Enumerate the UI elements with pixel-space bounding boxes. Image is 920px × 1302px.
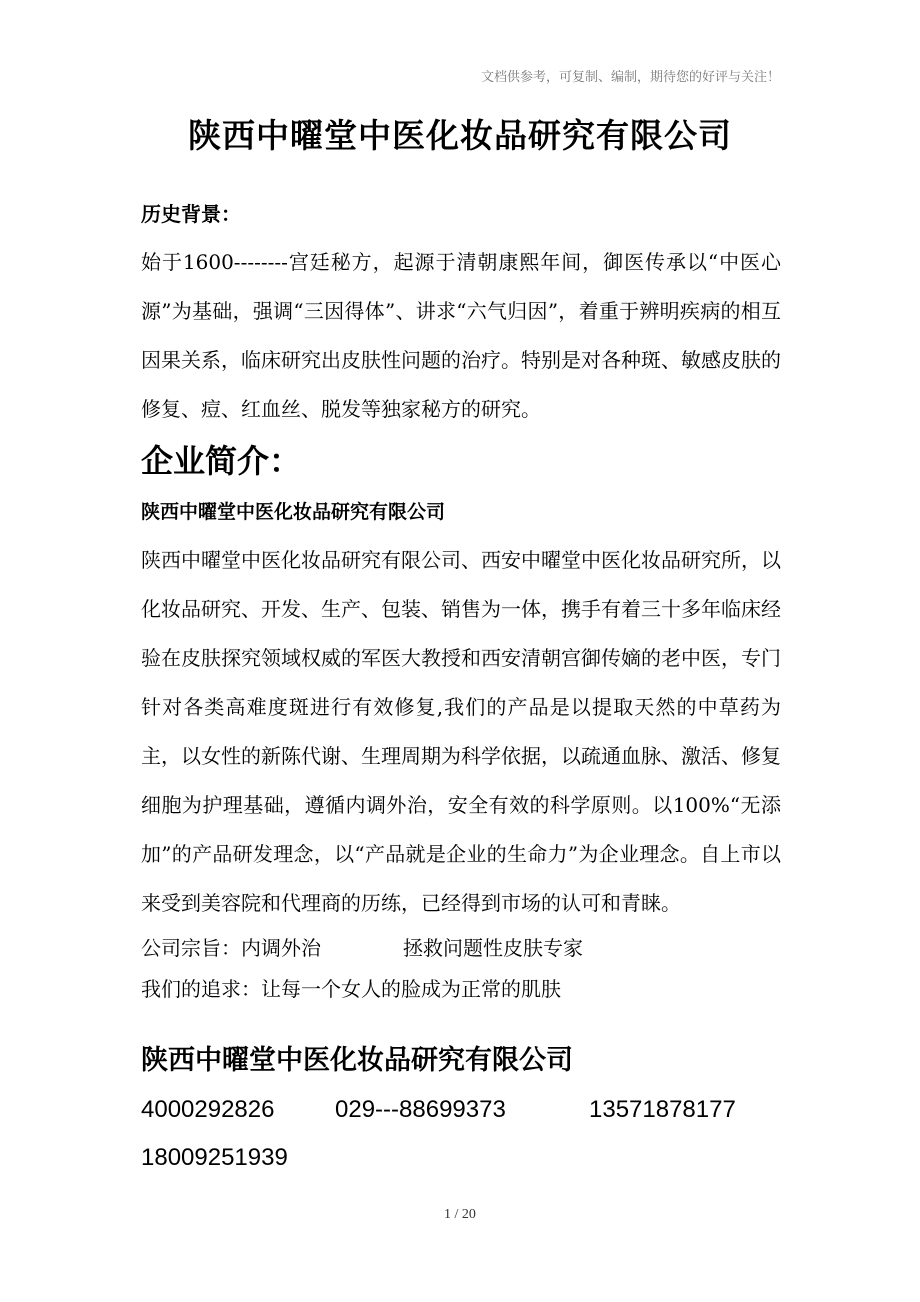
intro-heading: 企业简介： — [141, 442, 302, 480]
history-heading: 历史背景： — [141, 202, 241, 226]
intro-company-name: 陕西中曜堂中医化妆品研究有限公司 — [141, 501, 446, 523]
phone-row — [141, 1134, 781, 1182]
tenet-slogan: 拯救问题性皮肤专家 — [403, 936, 583, 960]
phone-number: 18009251939 — [141, 1144, 288, 1171]
contact-company-name: 陕西中曜堂中医化妆品研究有限公司 — [141, 1045, 573, 1076]
page-number: 1 / 20 — [444, 1207, 476, 1222]
phone-number: 13571878177 — [589, 1096, 736, 1123]
phone-row — [141, 1086, 781, 1134]
document-title: 陕西中曜堂中医化妆品研究有限公司 — [188, 116, 732, 155]
page-header-note: 文档供参考，可复制、编制，期待您的好评与关注！ — [480, 70, 780, 85]
phone-number: 4000292826 — [141, 1096, 275, 1123]
company-pursuit: 我们的追求：让每一个女人的脸成为正常的肌肤 — [141, 977, 561, 1001]
document-body — [141, 190, 781, 1182]
company-tenet — [141, 928, 781, 969]
intro-paragraph: 陕西中曜堂中医化妆品研究有限公司、西安中曜堂中医化妆品研究所，以化妆品研究、开发、生产、包装、销售为一体，携手有着三十多年临床经验在皮肤探究领域权威的军医大教授和西安清朝宫御传嫡的老中医，专门针对各类高难度斑进行有效修复,我们的产品是以提取天然的中草药为主，以女性的新陈代谢、生理周期为科学依据，以疏通血脉、激活、修复细胞为护理基础，遵循内调外治，安全有效的科学原则。以100%“无添加”的产品研发理念，以“产品就是企业的生命力”为企业理念。自上市以来受到美容院和代理商的历练，已经得到市场的认可和青睐。 — [141, 548, 781, 915]
phone-number: 029---88699373 — [335, 1096, 506, 1123]
contact-block — [141, 1036, 781, 1182]
history-paragraph: 始于1600--------宫廷秘方，起源于清朝康熙年间，御医传承以“中医心源”为基础，强调“三因得体”、讲求“六气归因”，着重于辨明疾病的相互因果关系，临床研究出皮肤性问题的治疗。特别是对各种斑、敏感皮肤的修复、痘、红血丝、脱发等独家秘方的研究。 — [141, 250, 781, 421]
tenet-label: 公司宗旨：内调外治 — [141, 936, 321, 960]
